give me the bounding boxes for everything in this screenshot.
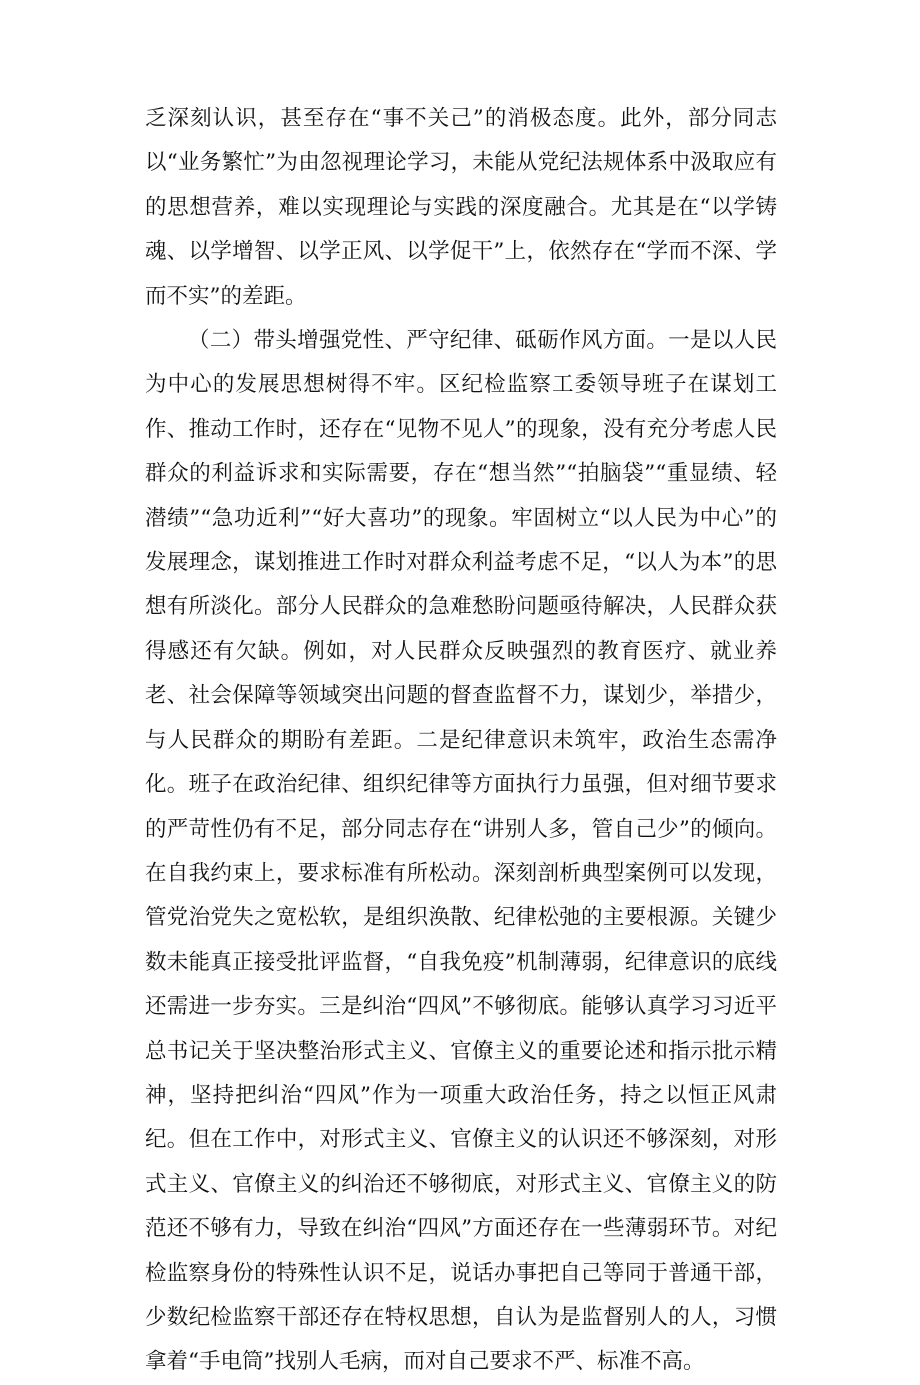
- paragraph-section-two: （二）带头增强党性、严守纪律、砥砺作风方面。一是以人民为中心的发展思想树得不牢。区纪检监察工委领导班子在谋划工作、推动工作时，还存在“见物不见人”的现象，没有充分考虑人民群众的利益诉求和实际需要，存在“想当然”“拍脑袋”“重显绩、轻潜绩”“急功近利”“好大喜功”的现象。牢固树立“以人民为中心”的发展理念，谋划推进工作时对群众利益考虑不足，“以人为本”的思想有所淡化。部分人民群众的急难愁盼问题亟待解决，人民群众获得感还有欠缺。例如，对人民群众反映强烈的教育医疗、就业养老、社会保障等领域突出问题的督查监督不力，谋划少，举措少，与人民群众的期盼有差距。二是纪律意识未筑牢，政治生态需净化。班子在政治纪律、组织纪律等方面执行力虽强，但对细节要求的严苛性仍有不足，部分同志存在“讲别人多，管自己少”的倾向。在自我约束上，要求标准有所松动。深刻剖析典型案例可以发现，管党治党失之宽松软，是组织涣散、纪律松弛的主要根源。关键少数未能真正接受批评监督，“自我免疫”机制薄弱，纪律意识的底线还需进一步夯实。三是纠治“四风”不够彻底。能够认真学习习近平总书记关于坚决整治形式主义、官僚主义的重要论述和指示批示精神，坚持把纠治“四风”作为一项重大政治任务，持之以恒正风肃纪。但在工作中，对形式主义、官僚主义的认识还不够深刻，对形式主义、官僚主义的纠治还不够彻底，对形式主义、官僚主义的防范还不够有力，导致在纠治“四风”方面还存在一些薄弱环节。对纪检监察身份的特殊性认识不足，说话办事把自己等同于普通干部，少数纪检监察干部还存在特权思想，自认为是监督别人的人，习惯拿着“手电筒”找别人毛病，而对自己要求不严、标准不高。: [145, 328, 777, 1375]
- paragraph-continuation: 乏深刻认识，甚至存在“事不关己”的消极态度。此外，部分同志以“业务繁忙”为由忽视理论学习，未能从党纪法规体系中汲取应有的思想营养，难以实现理论与实践的深度融合。尤其是在“以学铸魂、以学增智、以学正风、以学促干”上，依然存在“学而不深、学而不实”的差距。: [145, 106, 777, 309]
- document-body: [145, 97, 777, 1385]
